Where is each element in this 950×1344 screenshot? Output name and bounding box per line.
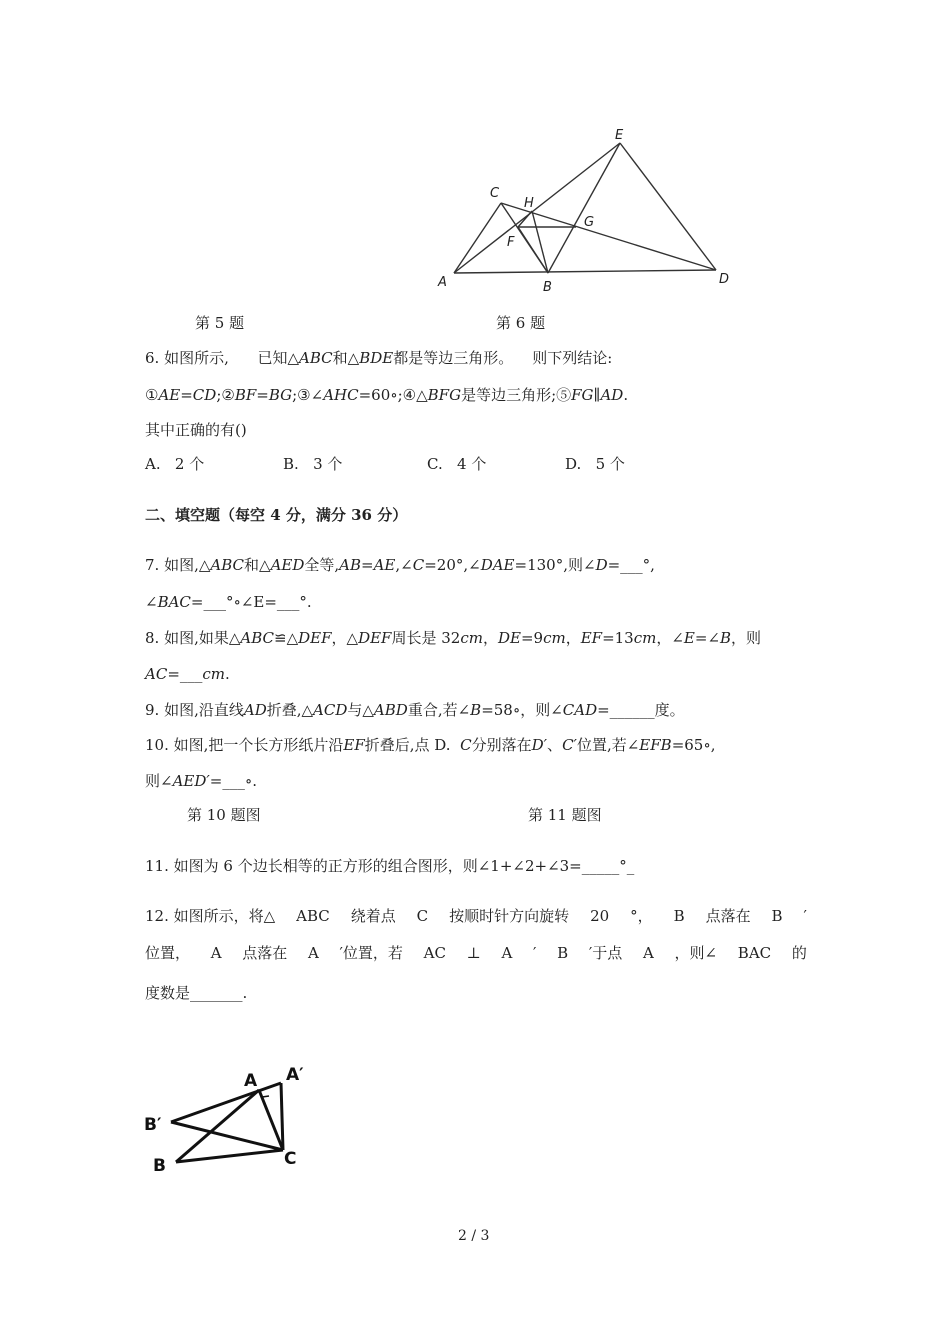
segment-be [548, 143, 620, 273]
q8-line1: 8. 如图,如果△ABC≌△DEF，△DEF周长是 32cm，DE=9cm，EF=13cm，∠E=∠B，则 [145, 629, 762, 647]
q12-line3: 度数是_______. [145, 984, 248, 1002]
segment-ap-c [281, 1083, 283, 1150]
label-b-prime: B′ [144, 1115, 162, 1135]
q9-text: 9. 如图,沿直线AD折叠,△ACD与△ABD重合,若∠B=58∘，则∠CAD=______度。 [145, 701, 685, 719]
label-b: B [153, 1156, 166, 1176]
caption-q10: 第 10 题图 [187, 806, 261, 824]
q6-stem: 6. 如图所示, 已知△ABC和△BDE都是等边三角形。 则下列结论: [145, 349, 613, 367]
q7-line2: ∠BAC=___°∘∠E=___°. [145, 593, 312, 611]
segment-a-c [259, 1090, 283, 1150]
segment-bp-c [171, 1122, 283, 1150]
segment-fb [518, 227, 548, 273]
segment-ed [620, 143, 716, 270]
label-a: A [244, 1071, 258, 1091]
q6-option-d: D. 5 个 [565, 455, 625, 473]
label-h: H [524, 196, 534, 211]
caption-q5: 第 5 题 [195, 314, 245, 332]
segment-b-c [176, 1150, 283, 1162]
q6-option-a: A. 2 个 [145, 455, 205, 473]
q8-line2: AC=___cm. [145, 665, 230, 683]
label-c: C [284, 1149, 297, 1169]
caption-q6: 第 6 题 [496, 314, 546, 332]
label-e: E [615, 128, 624, 143]
segment-ad [454, 270, 716, 273]
q10-line1: 10. 如图,把一个长方形纸片沿EF折叠后,点 D. C分别落在D′、C′位置,若∠EFB=65∘, [145, 736, 716, 754]
q10-line2: 则∠AED′=___∘. [145, 772, 257, 790]
caption-q11: 第 11 题图 [528, 806, 602, 824]
q6-option-c: C. 4 个 [427, 455, 487, 473]
q7-line1: 7. 如图,△ABC和△AED全等,AB=AE,∠C=20°,∠DAE=130°,则∠D=___°, [145, 556, 655, 574]
section-2-title: 二、填空题（每空 4 分，满分 36 分） [145, 506, 408, 524]
q12-line2: 位置， A 点落在 A ′位置，若 AC ⊥ A ′ B ′于点 A ，则∠ BAC 的 [145, 944, 807, 962]
figure-q6 [430, 120, 760, 300]
segment-ac [454, 203, 501, 273]
q11-text: 11. 如图为 6 个边长相等的正方形的组合图形，则∠1+∠2+∠3=_____°_ [145, 857, 635, 875]
label-c: C [490, 186, 500, 201]
label-d: D [719, 272, 730, 287]
label-f: F [507, 235, 515, 250]
page-number: 2 / 3 [458, 1228, 490, 1244]
segment-hb [532, 211, 548, 273]
label-a: A [438, 275, 447, 290]
figure-q12 [140, 1060, 330, 1180]
label-b: B [543, 280, 552, 295]
q12-line1: 12. 如图所示，将△ ABC 绕着点 C 按顺时针方向旋转 20 °， B 点落在 B ′ [145, 907, 807, 925]
segment-ae [454, 143, 620, 273]
q6-conclusions: ①AE=CD;②BF=BG;③∠AHC=60∘;④△BFG是等边三角形;⑤FG∥AD. [145, 386, 629, 404]
label-a-prime: A′ [286, 1065, 304, 1085]
segment-fh [518, 211, 532, 227]
q6-option-b: B. 3 个 [283, 455, 343, 473]
label-g: G [584, 215, 595, 230]
q6-question: 其中正确的有() [145, 421, 247, 439]
